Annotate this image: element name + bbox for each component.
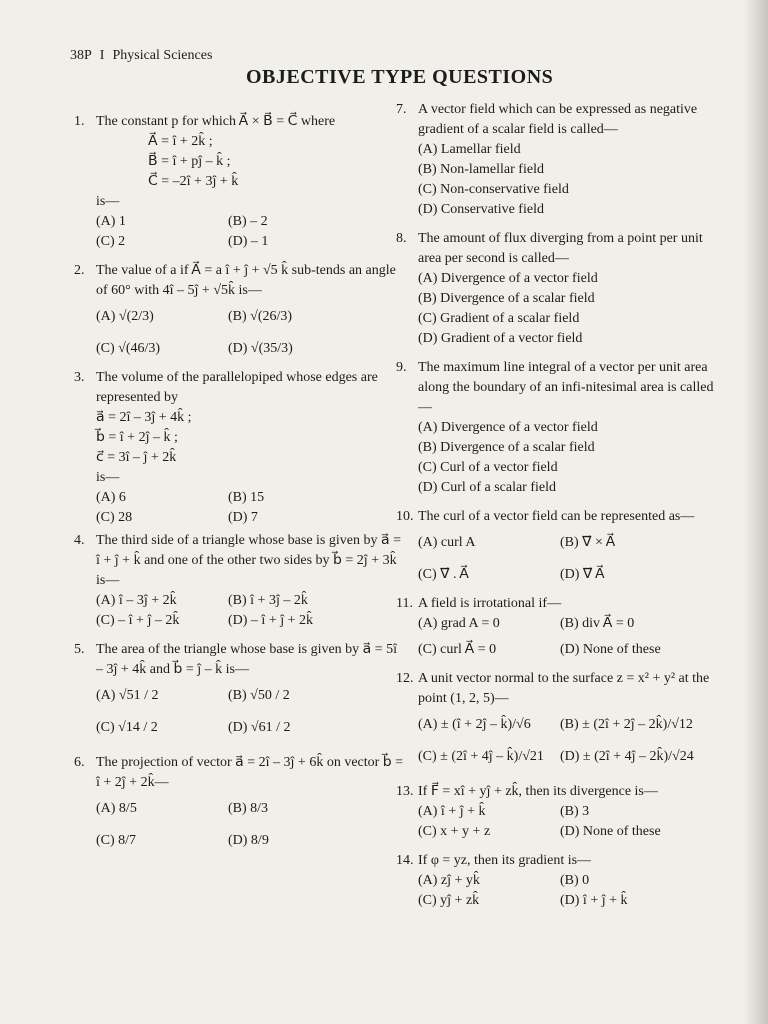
options <box>96 718 406 738</box>
option-c: (C) x + y + z <box>418 824 491 839</box>
question-9: 9. The maximum line integral of a vector per unit area along the boundary of an infi-nitesimal area is called— (A) Divergence of a vector field (B) Divergence of a scalar field (C) Curl of a vector field (D) Curl of a scalar field <box>418 358 714 498</box>
option-c: (C) Gradient of a scalar field <box>418 311 580 326</box>
option-b: (B) ± (2î + 2ĵ – 2k̂)/√12 <box>560 717 693 732</box>
question-5: 5. The area of the triangle whose base is given by a⃗ = 5î – 3ĵ + 4k̂ and b⃗ = ĵ – k̂ is— (A) √51 / 2 (B) √50 / 2 (C) √14 / 2 (D) √61 / 2 <box>96 640 406 738</box>
option-c: (C) curl A⃗ = 0 <box>418 642 497 657</box>
options <box>418 614 714 634</box>
options <box>418 269 714 349</box>
option-a: (A) 8/5 <box>96 801 137 816</box>
option-c: (C) √14 / 2 <box>96 720 158 735</box>
options <box>96 831 406 851</box>
option-a: (A) Divergence of a vector field <box>418 420 598 435</box>
option-b: (B) 15 <box>228 490 265 505</box>
option-a: (A) curl A <box>418 535 476 550</box>
options <box>418 747 714 767</box>
section-name: Physical Sciences <box>112 48 213 63</box>
option-c: (C) Non-conservative field <box>418 182 569 197</box>
options <box>96 799 406 819</box>
page-number: 38P <box>70 48 92 63</box>
question-8: 8. The amount of flux diverging from a point per unit area per second is called— (A) Divergence of a vector field (B) Divergence of a scalar field (C) Gradient of a scalar field (D) Gradient of a vector field <box>418 229 714 349</box>
page-edge-shadow <box>744 0 768 1024</box>
option-d: (D) – 1 <box>228 234 269 249</box>
option-d: (D) Curl of a scalar field <box>418 480 556 495</box>
option-c: (C) ∇⃗ . A⃗ <box>418 567 469 582</box>
option-c: (C) Curl of a vector field <box>418 460 558 475</box>
options <box>418 533 714 553</box>
header-separator: I <box>99 48 105 63</box>
question-14: 14. If φ = yz, then its gradient is— (A) zĵ + yk̂ (B) 0 (C) yĵ + zk̂ (D) î + ĵ + k̂ <box>418 851 714 911</box>
option-c: (C) 8/7 <box>96 833 137 848</box>
left-column <box>74 112 406 854</box>
option-d: (D) None of these <box>560 642 661 657</box>
question-12: 12. A unit vector normal to the surface z = x² + y² at the point (1, 2, 5)— (A) ± (î + 2ĵ – k̂)/√6 (B) ± (2î + 2ĵ – 2k̂)/√12 (C) ± (2î + 4ĵ – k̂)/√21 (D) ± (2î + 4ĵ – 2k̂)/√24 <box>418 669 714 767</box>
options <box>418 418 714 498</box>
options <box>418 640 714 660</box>
option-a: (A) î + ĵ + k̂ <box>418 804 486 819</box>
option-c: (C) 2 <box>96 234 126 249</box>
question-2: 2. The value of a if A⃗ = a î + ĵ + √5 k̂ sub-tends an angle of 60° with 4î – 5ĵ + √5k̂ is— (A) √(2/3) (B) √(26/3) (C) √(46/3) (D) √(35/3) <box>96 261 406 359</box>
options <box>96 488 406 528</box>
question-13: 13. If F⃗ = xî + yĵ + zk̂, then its divergence is— (A) î + ĵ + k̂ (B) 3 (C) x + y + z (D) None of these <box>418 782 714 842</box>
option-b: (B) î + 3ĵ – 2k̂ <box>228 593 308 608</box>
question-6: 6. The projection of vector a⃗ = 2î – 3ĵ + 6k̂ on vector b⃗ = î + 2ĵ + 2k̂— (A) 8/5 (B) 8/3 (C) 8/7 (D) 8/9 <box>96 753 406 851</box>
option-d: (D) 7 <box>228 510 258 525</box>
question-1: 1. The constant p for which A⃗ × B⃗ = C⃗ where A⃗ = î + 2k̂ ; B⃗ = î + pĵ – k̂ ; C⃗ = –2î + 3ĵ + k̂ is— (A) 1 (B) – 2 (C) 2 (D) – 1 <box>96 112 406 252</box>
option-c: (C) ± (2î + 4ĵ – k̂)/√21 <box>418 749 544 764</box>
running-header <box>70 48 212 64</box>
option-c: (C) yĵ + zk̂ <box>418 893 480 908</box>
option-b: (B) √50 / 2 <box>228 688 290 703</box>
options <box>96 686 406 706</box>
options <box>96 307 406 327</box>
question-4: 4. The third side of a triangle whose base is given by a⃗ = î + ĵ + k̂ and one of the other two sides by b⃗ = 2ĵ + 3k̂ is— (A) î – 3ĵ + 2k̂ (B) î + 3ĵ – 2k̂ (C) – î + ĵ – 2k̂ (D) – î + ĵ + 2k̂ <box>96 531 406 631</box>
option-d: (D) ∇⃗ A⃗ <box>560 567 605 582</box>
option-d: (D) 8/9 <box>228 833 269 848</box>
page-title: OBJECTIVE TYPE QUESTIONS <box>246 66 554 88</box>
options <box>418 565 714 585</box>
option-a: (A) zĵ + yk̂ <box>418 873 480 888</box>
option-d: (D) √(35/3) <box>228 341 293 356</box>
option-b: (B) – 2 <box>228 214 268 229</box>
option-a: (A) ± (î + 2ĵ – k̂)/√6 <box>418 717 531 732</box>
option-b: (B) Non-lamellar field <box>418 162 544 177</box>
question-3: 3. The volume of the parallelopiped whose edges are represented by a⃗ = 2î – 3ĵ + 4k̂ ; b⃗ = î + 2ĵ – k̂ ; c⃗ = 3î – ĵ + 2k̂ is— (A) 6 (B) 15 (C) 28 (D) 7 <box>96 368 406 528</box>
options <box>418 871 714 911</box>
option-a: (A) grad A = 0 <box>418 616 500 631</box>
options <box>418 140 714 220</box>
option-d: (D) ± (2î + 4ĵ – 2k̂)/√24 <box>560 749 694 764</box>
question-10: 10. The curl of a vector field can be represented as— (A) curl A (B) ∇⃗ × A⃗ (C) ∇⃗ . A⃗ (D) ∇⃗ A⃗ <box>418 507 714 585</box>
option-b: (B) Divergence of a scalar field <box>418 440 595 455</box>
option-b: (B) 3 <box>560 804 590 819</box>
option-d: (D) î + ĵ + k̂ <box>560 893 628 908</box>
option-a: (A) Lamellar field <box>418 142 521 157</box>
option-d: (D) Gradient of a vector field <box>418 331 583 346</box>
option-b: (B) 8/3 <box>228 801 269 816</box>
options <box>418 802 714 842</box>
option-b: (B) 0 <box>560 873 590 888</box>
option-a: (A) 1 <box>96 214 126 229</box>
options <box>96 212 406 252</box>
question-11: 11. A field is irrotational if— (A) grad A = 0 (B) div A⃗ = 0 (C) curl A⃗ = 0 (D) None of these <box>418 594 714 660</box>
option-a: (A) 6 <box>96 490 126 505</box>
options <box>96 591 406 631</box>
options <box>96 339 406 359</box>
option-c: (C) – î + ĵ – 2k̂ <box>96 613 180 628</box>
option-d: (D) None of these <box>560 824 661 839</box>
option-a: (A) î – 3ĵ + 2k̂ <box>96 593 177 608</box>
option-c: (C) √(46/3) <box>96 341 161 356</box>
option-b: (B) √(26/3) <box>228 309 293 324</box>
option-c: (C) 28 <box>96 510 133 525</box>
options <box>418 715 714 735</box>
option-d: (D) Conservative field <box>418 202 544 217</box>
option-b: (B) div A⃗ = 0 <box>560 616 635 631</box>
option-d: (D) – î + ĵ + 2k̂ <box>228 613 314 628</box>
option-b: (B) Divergence of a scalar field <box>418 291 595 306</box>
option-a: (A) √51 / 2 <box>96 688 159 703</box>
option-d: (D) √61 / 2 <box>228 720 291 735</box>
option-a: (A) √(2/3) <box>96 309 154 324</box>
question-7: 7. A vector field which can be expressed as negative gradient of a scalar field is called— (A) Lamellar field (B) Non-lamellar field (C) Non-conservative field (D) Conservative field <box>418 100 714 220</box>
option-a: (A) Divergence of a vector field <box>418 271 598 286</box>
right-column <box>396 100 714 914</box>
option-b: (B) ∇⃗ × A⃗ <box>560 535 616 550</box>
